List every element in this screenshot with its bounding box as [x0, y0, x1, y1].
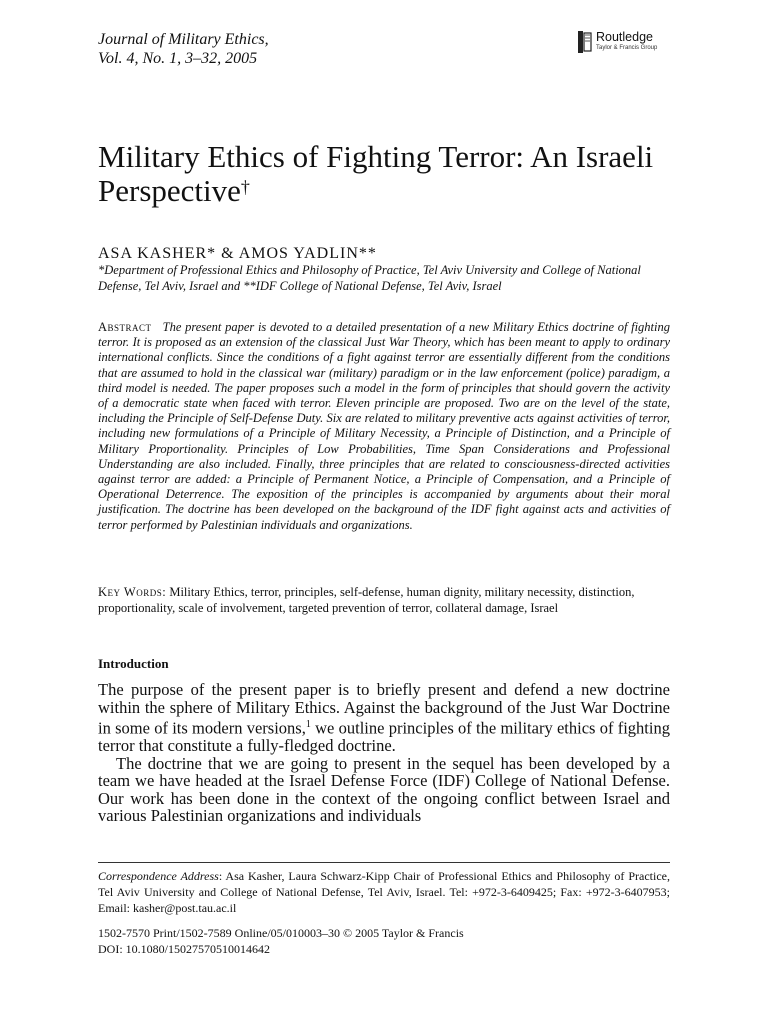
- doi-line: DOI: 10.1080/15027570510014642: [98, 942, 270, 956]
- keywords-text: Military Ethics, terror, principles, self-defense, human dignity, military necessity, distinction, proportionality, scale of involvement, targeted prevention of terror, collateral damage, Israel: [98, 585, 635, 615]
- journal-volume: Vol. 4, No. 1, 3–32, 2005: [98, 50, 258, 67]
- abstract-text: The present paper is devoted to a detailed presentation of a new Military Ethics doctrine of fighting terror. It is proposed as an extension of the classical Just War Theory, which has been meant to apply to ordinary international conflicts. Since the conditions of a fight against terror are essentially different from the conditions that are assumed to hold in the classical war (military) paradigm or in the law enforcement (police) paradigm, a third model is needed. The paper proposes such a model in the form of principles that should govern the activity of a democratic state when faced with terror. Eleven principle are proposed. Two are on the level of the state, including the Principle of Self-Defense Duty. Six are related to military preventive acts against activities of terror, including new formulations of a Principle of Military Necessity, a Principle of Distinction, and a Principle of Military Proportionality. Principles of Low Probabilities, Time Span Considerations and Professional Understanding are also included. Finally, three principles that are related to consciousness-directed activities against terror are added: a Principle of Permanent Notice, a Principle of Compensation, and a Principle of Operational Deterrence. The exposition of the principles is accompanied by arguments about their moral justification. The doctrine has been developed on the background of the IDF fight against acts and activities of terror performed by Palestinian individuals and organizations.: [98, 320, 671, 532]
- article-title-text: Military Ethics of Fighting Terror: An Israeli Perspective: [98, 139, 654, 208]
- publisher-subtitle: Taylor & Francis Group: [596, 45, 658, 51]
- publication-info: [98, 925, 670, 957]
- issn-line: 1502-7570 Print/1502-7589 Online/05/010003–30 © 2005 Taylor & Francis: [98, 926, 464, 940]
- paragraph: The doctrine that we are going to present in the sequel has been developed by a team we have headed at the Israel Defense Force (IDF) College of National Defense. Our work has been done in the context of the ongoing conflict between Israel and various Palestinian organizations and individuals: [98, 753, 670, 825]
- correspondence-address: [98, 868, 670, 916]
- keywords-label: Key Words:: [98, 585, 167, 599]
- journal-name: Journal of Military Ethics,: [98, 31, 269, 48]
- footnote-ref: 1: [305, 719, 311, 730]
- article-title: [98, 140, 698, 208]
- publisher-logo: [578, 30, 678, 56]
- routledge-mark-icon: [578, 31, 592, 53]
- publisher-name: Routledge: [596, 30, 653, 44]
- journal-citation: [98, 30, 269, 68]
- authors: ASA KASHER* & AMOS YADLIN**: [98, 245, 377, 262]
- paragraph-text: The purpose of the present paper is to briefly present and defend a new doctrine within the sphere of Military Ethics. Against the background of the Just War Doctrine in some of its modern versions,: [98, 680, 670, 738]
- correspondence-text: : Asa Kasher, Laura Schwarz-Kipp Chair of Professional Ethics and Philosophy of Practice, Tel Aviv University and College of National Defense, Tel Aviv, Israel. Tel: +972-3-6409425; Fax: +972-3-6407953; Email: kasher@post.tau.ac.il: [98, 869, 670, 915]
- keywords: [98, 584, 670, 616]
- abstract: [98, 320, 670, 533]
- section-heading: Introduction: [98, 656, 169, 671]
- paragraph: [98, 681, 670, 755]
- footnote-divider: [98, 862, 670, 863]
- correspondence-label: Correspondence Address: [98, 869, 219, 883]
- body-text: [98, 681, 670, 825]
- title-footnote-mark: †: [240, 177, 250, 197]
- paragraph-text: we outline principles of the military ethics of fighting terror that constitute a fully-fledged doctrine.: [98, 718, 670, 755]
- affiliation: *Department of Professional Ethics and Philosophy of Practice, Tel Aviv University and College of National Defense, Tel Aviv, Israel and **IDF College of National Defense, Tel Aviv, Israel: [98, 263, 641, 293]
- abstract-label: Abstract: [98, 320, 152, 334]
